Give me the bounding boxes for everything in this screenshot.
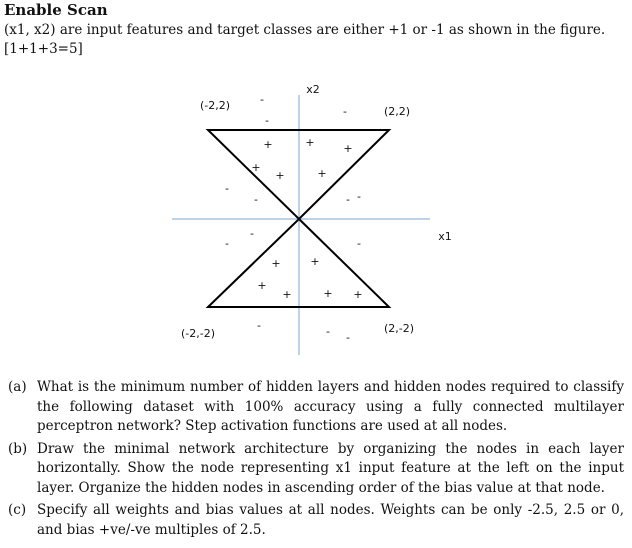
question-text: Specify all weights and bias values at all nodes. Weights can be only -2.5, 2.5 or 0, and bias +ve/-ve multiples of 2.5. [37,502,624,538]
minus-point: - [343,105,347,118]
plus-point: + [305,136,315,149]
plus-point: + [263,138,273,151]
minus-point: - [225,182,229,195]
minus-point: - [225,237,229,250]
plus-point: + [343,142,353,155]
page-title: Enable Scan [4,1,108,19]
minus-point: - [346,331,350,344]
intro-line: (x1, x2) are input features and target classes are either +1 or -1 as shown in the figure. [4,22,606,38]
plus-point: + [282,288,292,301]
minus-point: - [250,227,254,240]
corner-label-bottom-right: (2,-2) [383,322,415,335]
minus-point: - [260,93,264,106]
minus-point: - [265,114,269,127]
hourglass-figure [160,78,460,358]
intro-paragraph [4,21,626,59]
plus-point: + [257,279,267,292]
question-item [8,440,624,499]
minus-point: - [257,319,261,332]
plus-point: + [353,288,363,301]
question-text: What is the minimum number of hidden layers and hidden nodes required to classify the following dataset with 100% accuracy using a fully connected multilayer perceptron network? Step activation functions are used at all nodes. [37,379,624,434]
minus-point: - [326,325,330,338]
x2-axis-label: x2 [306,83,320,96]
plus-point: + [271,257,281,270]
intro-marks: [1+1+3=5] [4,41,83,57]
question-label: (b) [8,440,28,457]
question-item [8,501,624,540]
plus-point: + [251,161,261,174]
plus-point: + [310,255,320,268]
plus-point: + [323,287,333,300]
minus-point: - [254,193,258,206]
minus-point: - [346,193,350,206]
question-item [8,378,624,437]
plus-point: + [275,169,285,182]
minus-point: - [357,237,361,250]
corner-label-top-left: (-2,2) [199,99,231,112]
minus-point: - [357,190,361,203]
figure-svg [160,78,460,358]
plus-point: + [317,167,327,180]
corner-label-top-right: (2,2) [383,105,411,118]
question-text: Draw the minimal network architecture by organizing the nodes in each layer horizontally. Show the node representing x1 input feature at the left on the input layer. Organize the hidden nodes in ascending order of the bias value at that node. [37,440,624,496]
x1-axis-label: x1 [438,230,452,243]
corner-label-bottom-left: (-2,-2) [180,327,216,340]
question-list [8,378,624,543]
question-label: (c) [8,502,27,518]
question-label: (a) [8,379,27,395]
